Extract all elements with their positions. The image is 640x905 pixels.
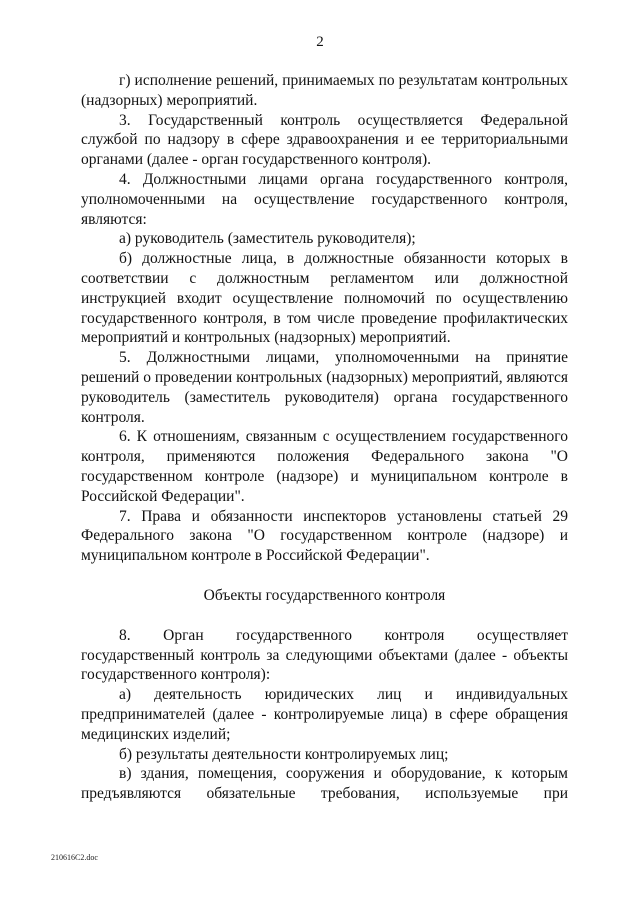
paragraph-6: 6. К отношениям, связанным с осуществлением государственного контроля, применяются положения Федерального закона "О государственном контроле (надзоре) и муниципальном контроле в Российской Федерации".: [81, 428, 568, 505]
paragraph-7: 7. Права и обязанности инспекторов установлены статьей 29 Федерального закона "О государственном контроле (надзоре) и муниципальном контроле в Российской Федерации".: [81, 507, 568, 565]
document-file-code: 210616C2.doc: [51, 853, 98, 862]
page-number: 2: [316, 34, 324, 50]
section-heading: Объекты государственного контроля: [203, 586, 446, 604]
paragraph-8-item-a: а) деятельность юридических лиц и индивидуальных предпринимателей (далее - контролируемые лица) в сфере обращения медицинских изделий;: [81, 686, 568, 743]
paragraph-4-item-b: б) должностные лица, в должностные обязанности которых в соответствии с должностным регламентом или должностной инструкцией входит осуществление полномочий по осуществлению государственного контроля, в том числе проведение профилактических мероприятий и контрольных (надзорных) мероприятий.: [81, 250, 568, 347]
paragraph-8-item-b: б) результаты деятельности контролируемых лиц;: [119, 745, 449, 763]
paragraph-3: 3. Государственный контроль осуществляется Федеральной службой по надзору в сфере здравоохранения и ее территориальными органами (далее - орган государственного контроля).: [81, 111, 568, 169]
paragraph-8: 8. Орган государственного контроля осуществляет государственный контроль за следующими объектами (далее - объекты государственного контроля):: [81, 626, 568, 684]
document-body: [81, 71, 568, 804]
paragraph-4: 4. Должностными лицами органа государственного контроля, уполномоченными на осуществление государственного контроля, являются:: [81, 170, 568, 228]
paragraph-item-g: г) исполнение решений, принимаемых по результатам контрольных (надзорных) мероприятий.: [81, 72, 568, 109]
paragraph-4-item-a: а) руководитель (заместитель руководителя);: [119, 230, 416, 248]
paragraph-5: 5. Должностными лицами, уполномоченными на принятие решений о проведении контрольных (надзорных) мероприятий, являются руководитель (заместитель руководителя) органа государственного контроля.: [81, 349, 568, 426]
paragraph-8-item-v: в) здания, помещения, сооружения и оборудование, к которым предъявляются обязательные требования, используемые при: [81, 765, 568, 803]
